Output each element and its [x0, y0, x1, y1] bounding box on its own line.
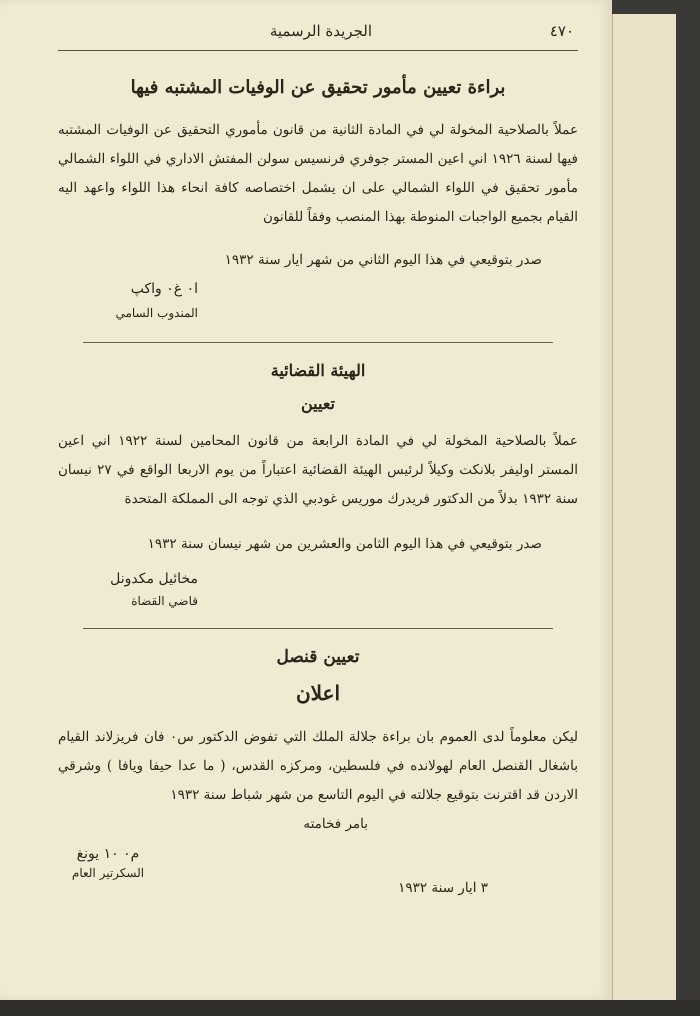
section3-footer: [58, 846, 578, 896]
section3-signature-block: [58, 846, 158, 880]
section1-title: براءة تعيين مأمور تحقيق عن الوفيات المشتبه فيها: [130, 77, 506, 98]
section3-signature: م٠ ١٠ يونغ: [76, 846, 140, 862]
section2-issued: صدر بتوقيعي في هذا اليوم الثامن والعشرين من شهر نيسان سنة ١٩٣٢: [147, 536, 542, 552]
section1-signature-title: المندوب السامي: [115, 306, 198, 320]
divider: [83, 342, 553, 343]
divider: [83, 628, 553, 629]
background-strip: [0, 1000, 700, 1016]
section3-title: تعيين قنصل: [276, 647, 360, 667]
running-header: [58, 22, 578, 51]
page-edges: [612, 14, 677, 1004]
section3-subtitle: اعلان: [295, 681, 341, 705]
section1-signature: ا٠ غ٠ واكپ: [130, 281, 198, 297]
section2-signature: مخائيل مكدونل: [110, 571, 198, 587]
section2-signature-title: قاضي القضاة: [131, 594, 198, 608]
section3-date: ٣ ايار سنة ١٩٣٢: [398, 880, 488, 896]
page-number: ٤٧٠: [549, 22, 574, 40]
book-cover: [676, 0, 700, 1016]
section2-subtitle: تعيين: [300, 394, 335, 413]
section3-signature-title: السكرتير العام: [71, 866, 145, 880]
section3-body: ليكن معلوماً لدى العموم بان براءة جلالة الملك التي تفوض الدكتور س٠ فان فريزلاند القيام باشغال القنصل العام لهولانده في فلسطين، ومركزه القدس، ( ما عدا حيفا ويافا ) وشرقي الاردن قد اقترنت بتوقيع جلالته في اليوم التاسع من شهر شباط سنة ١٩٣٢: [58, 729, 579, 803]
gazette-title: الجريدة الرسمية: [269, 22, 373, 40]
section2-body: عملاً بالصلاحية المخولة لي في المادة الرابعة من قانون المحامين لسنة ١٩٢٢ اني اعين المستر اوليفر بلانكت وكيلاً لرئيس الهيئة القضائية اعتباراً من يوم الاربعا الواقع في ٢٧ نيسان سنة ١٩٣٢ بدلاً من الدكتور فريدرك موريس غودبي الذي توجه الى المملكة المتحدة: [58, 433, 578, 507]
section1-body: عملاً بالصلاحية المخولة لي في المادة الثانية من قانون مأموري التحقيق عن الوفيات المشتبه فيها لسنة ١٩٢٦ اني اعين المستر جوفري فرنسيس سولن المفتش الاداري في اللواء الشمالي مأمور تحقيق في اللواء الشمالي على ان يشمل اختصاصه كافة انحاء هذا اللواء واعهد اليه القيام بجميع الواجبات المنوطة بهذا المنصب وفقاً للقانون: [58, 122, 578, 225]
section3-order-line: بامر فخامته: [303, 816, 368, 832]
section2-title: الهيئة القضائية: [270, 361, 366, 380]
page-content: [58, 22, 578, 896]
section1-issued: صدر بتوقيعي في هذا اليوم الثاني من شهر ايار سنة ١٩٣٢: [224, 252, 542, 268]
